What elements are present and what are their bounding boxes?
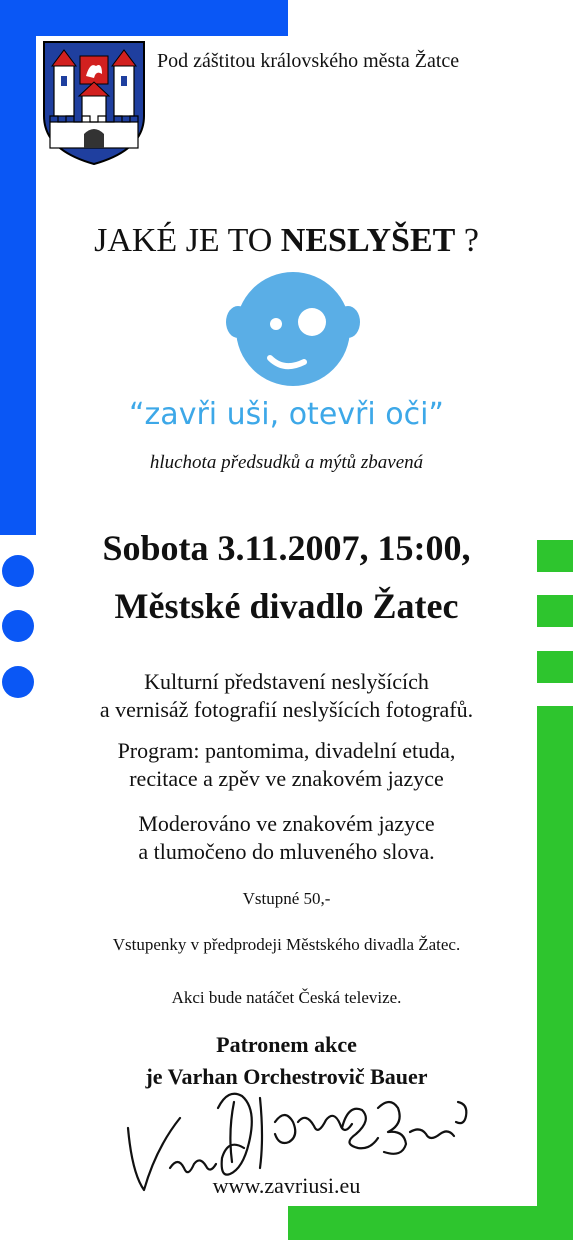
headline-emphasis: NESLYŠET xyxy=(280,222,456,259)
program-details-line: recitace a zpěv ve znakovém jazyce xyxy=(129,766,444,791)
program-details-line: Program: pantomima, divadelní etuda, xyxy=(117,738,456,763)
tv-coverage-note: Akci bude natáčet Česká televize. xyxy=(171,988,402,1007)
program-intro-line: Kulturní představení neslyšících xyxy=(144,669,429,694)
smiling-face-logo-icon xyxy=(226,272,360,386)
program-details xyxy=(0,737,573,793)
ticket-presale-info: Vstupenky v předprodeji Městského divadla Žatec. xyxy=(112,935,461,954)
program-moderation-line: Moderováno ve znakovém jazyce xyxy=(138,811,435,836)
blue-frame-top xyxy=(0,0,288,36)
admission-price: Vstupné 50,- xyxy=(242,889,331,908)
campaign-slogan: “zavři uši, otevři oči” xyxy=(129,397,444,432)
page-headline xyxy=(0,222,573,260)
patron-label: Patronem akce xyxy=(216,1032,357,1057)
campaign-subtitle: hluchota předsudků a mýtů zbavená xyxy=(149,452,424,473)
program-intro xyxy=(0,668,573,724)
patron-name: je Varhan Orchestrovič Bauer xyxy=(145,1064,428,1089)
website-link[interactable]: www.zavriusi.eu xyxy=(212,1173,361,1198)
program-intro-line: a vernisáž fotografií neslyšících fotografů. xyxy=(99,697,474,722)
green-frame-bottom xyxy=(288,1206,573,1240)
event-venue: Městské divadlo Žatec xyxy=(114,586,459,626)
patronage-line: Pod záštitou královského města Žatce xyxy=(157,50,460,72)
program-moderation-line: a tlumočeno do mluveného slova. xyxy=(138,839,435,864)
coat-of-arms-icon xyxy=(40,38,148,166)
headline-prefix: JAKÉ JE TO xyxy=(94,222,281,259)
program-moderation xyxy=(0,810,573,866)
event-date-time: Sobota 3.11.2007, 15:00, xyxy=(102,528,471,568)
headline-suffix: ? xyxy=(455,222,479,259)
